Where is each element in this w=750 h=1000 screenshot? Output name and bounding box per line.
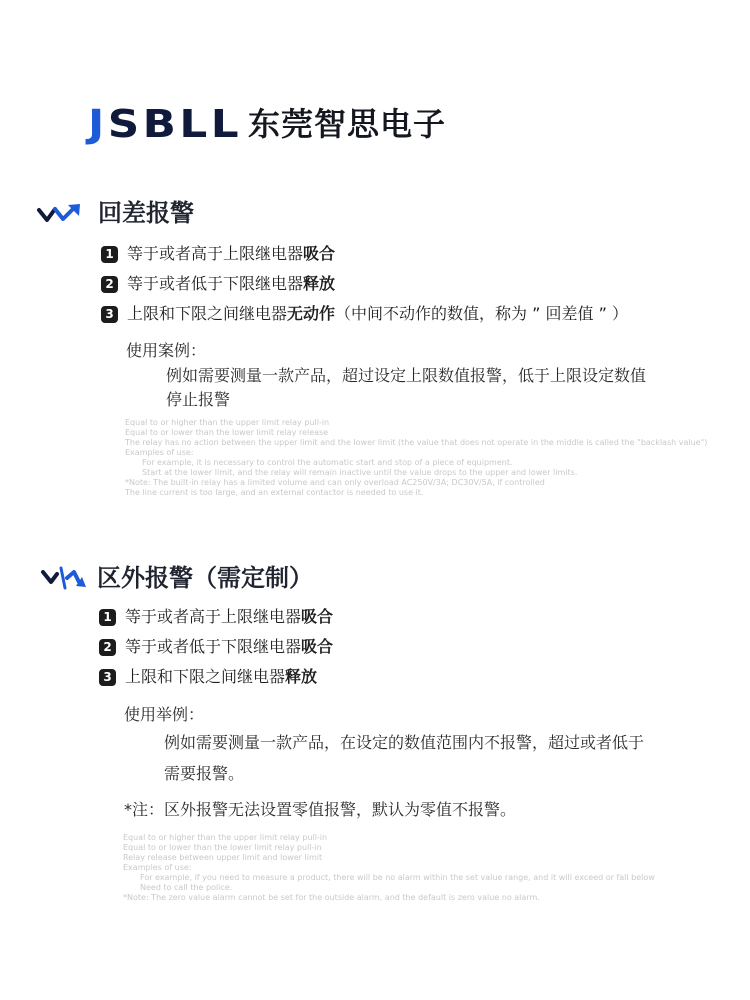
company-name: 东莞智思电子 [248, 105, 447, 143]
trend-up-arrow-icon [36, 200, 84, 228]
item-text: 等于或者低于下限继电器 [125, 637, 302, 656]
english-line: Start at the lower limit, and the relay will remain inactive until the value drops to the upper and lower limits. [142, 468, 578, 477]
section1-item-1 [101, 243, 335, 265]
english-line: Examples of use: [125, 448, 194, 457]
english-line: Equal to or higher than the upper limit relay pull-in [123, 833, 328, 842]
item-emphasis: 释放 [285, 667, 318, 686]
item-emphasis: 无动作 [287, 304, 336, 323]
section1-item-3 [101, 303, 628, 325]
number-badge: 3 [99, 669, 116, 686]
item-emphasis: 释放 [303, 274, 336, 293]
section1-case-line-2: 停止报警 [166, 390, 231, 409]
section1-case-label: 使用案例： [126, 341, 207, 360]
number-badge: 1 [99, 609, 116, 626]
item-emphasis: 吸合 [303, 244, 336, 263]
logo-letter-j: J [88, 102, 108, 146]
section2-example-line-2: 需要报警。 [164, 764, 245, 783]
english-line: *Note: The zero value alarm cannot be set for the outside alarm, and the default is zero value no alarm. [123, 893, 540, 902]
section2-title: 区外报警（需定制） [97, 564, 313, 592]
english-line: Need to call the police. [140, 883, 233, 892]
item-text: 等于或者高于上限继电器 [127, 244, 304, 263]
item-emphasis: 吸合 [301, 607, 334, 626]
item-text: 等于或者高于上限继电器 [125, 607, 302, 626]
section2-example-line-1: 例如需要测量一款产品，在设定的数值范围内不报警，超过或者低于 [164, 733, 645, 752]
section2-example-label: 使用举例： [124, 705, 205, 724]
section2-item-2 [99, 636, 333, 658]
item-text: 上限和下限之间继电器 [125, 667, 286, 686]
english-line: Examples of use: [123, 863, 192, 872]
item-text: 上限和下限之间继电器 [127, 304, 288, 323]
english-line: Equal to or lower than the lower limit relay release [125, 428, 329, 437]
section1-case-line-1: 例如需要测量一款产品，超过设定上限数值报警，低于上限设定数值 [166, 366, 647, 385]
logo-wordmark [88, 104, 242, 144]
section2-note: *注：区外报警无法设置零值报警，默认为零值不报警。 [124, 800, 517, 819]
item-emphasis: 吸合 [301, 637, 334, 656]
range-arrow-icon [40, 564, 88, 592]
item-note: （中间不动作的数值，称为 ” 回差值 ” ） [335, 304, 628, 323]
english-line: Equal to or higher than the upper limit relay pull-in [125, 418, 330, 427]
english-line: *Note: The built-in relay has a limited volume and can only overload AC250V/3A; DC30V/5A, if controlled [125, 478, 545, 487]
number-badge: 3 [101, 306, 118, 323]
number-badge: 1 [101, 246, 118, 263]
english-line: For example, it is necessary to control the automatic start and stop of a piece of equipment. [142, 458, 513, 467]
logo-letters: SBLL [107, 102, 242, 146]
section2-item-3 [99, 666, 317, 688]
section1-item-2 [101, 273, 335, 295]
english-line: Relay release between upper limit and lower limit [123, 853, 323, 862]
number-badge: 2 [101, 276, 118, 293]
section2-english-block [123, 833, 655, 903]
brand-logo [88, 102, 242, 146]
section1-title: 回差报警 [98, 199, 194, 227]
section1-english-block [125, 418, 707, 498]
item-text: 等于或者低于下限继电器 [127, 274, 304, 293]
number-badge: 2 [99, 639, 116, 656]
english-line: The relay has no action between the upper limit and the lower limit (the value that does not operate in the middle is called the "backlash value") [125, 438, 708, 447]
english-line: For example, if you need to measure a product, there will be no alarm within the set value range, and it will exceed or fall below [140, 873, 655, 882]
english-line: The line current is too large, and an external contactor is needed to use it. [125, 488, 424, 497]
section2-item-1 [99, 606, 333, 628]
english-line: Equal to or lower than the lower limit relay pull-in [123, 843, 322, 852]
